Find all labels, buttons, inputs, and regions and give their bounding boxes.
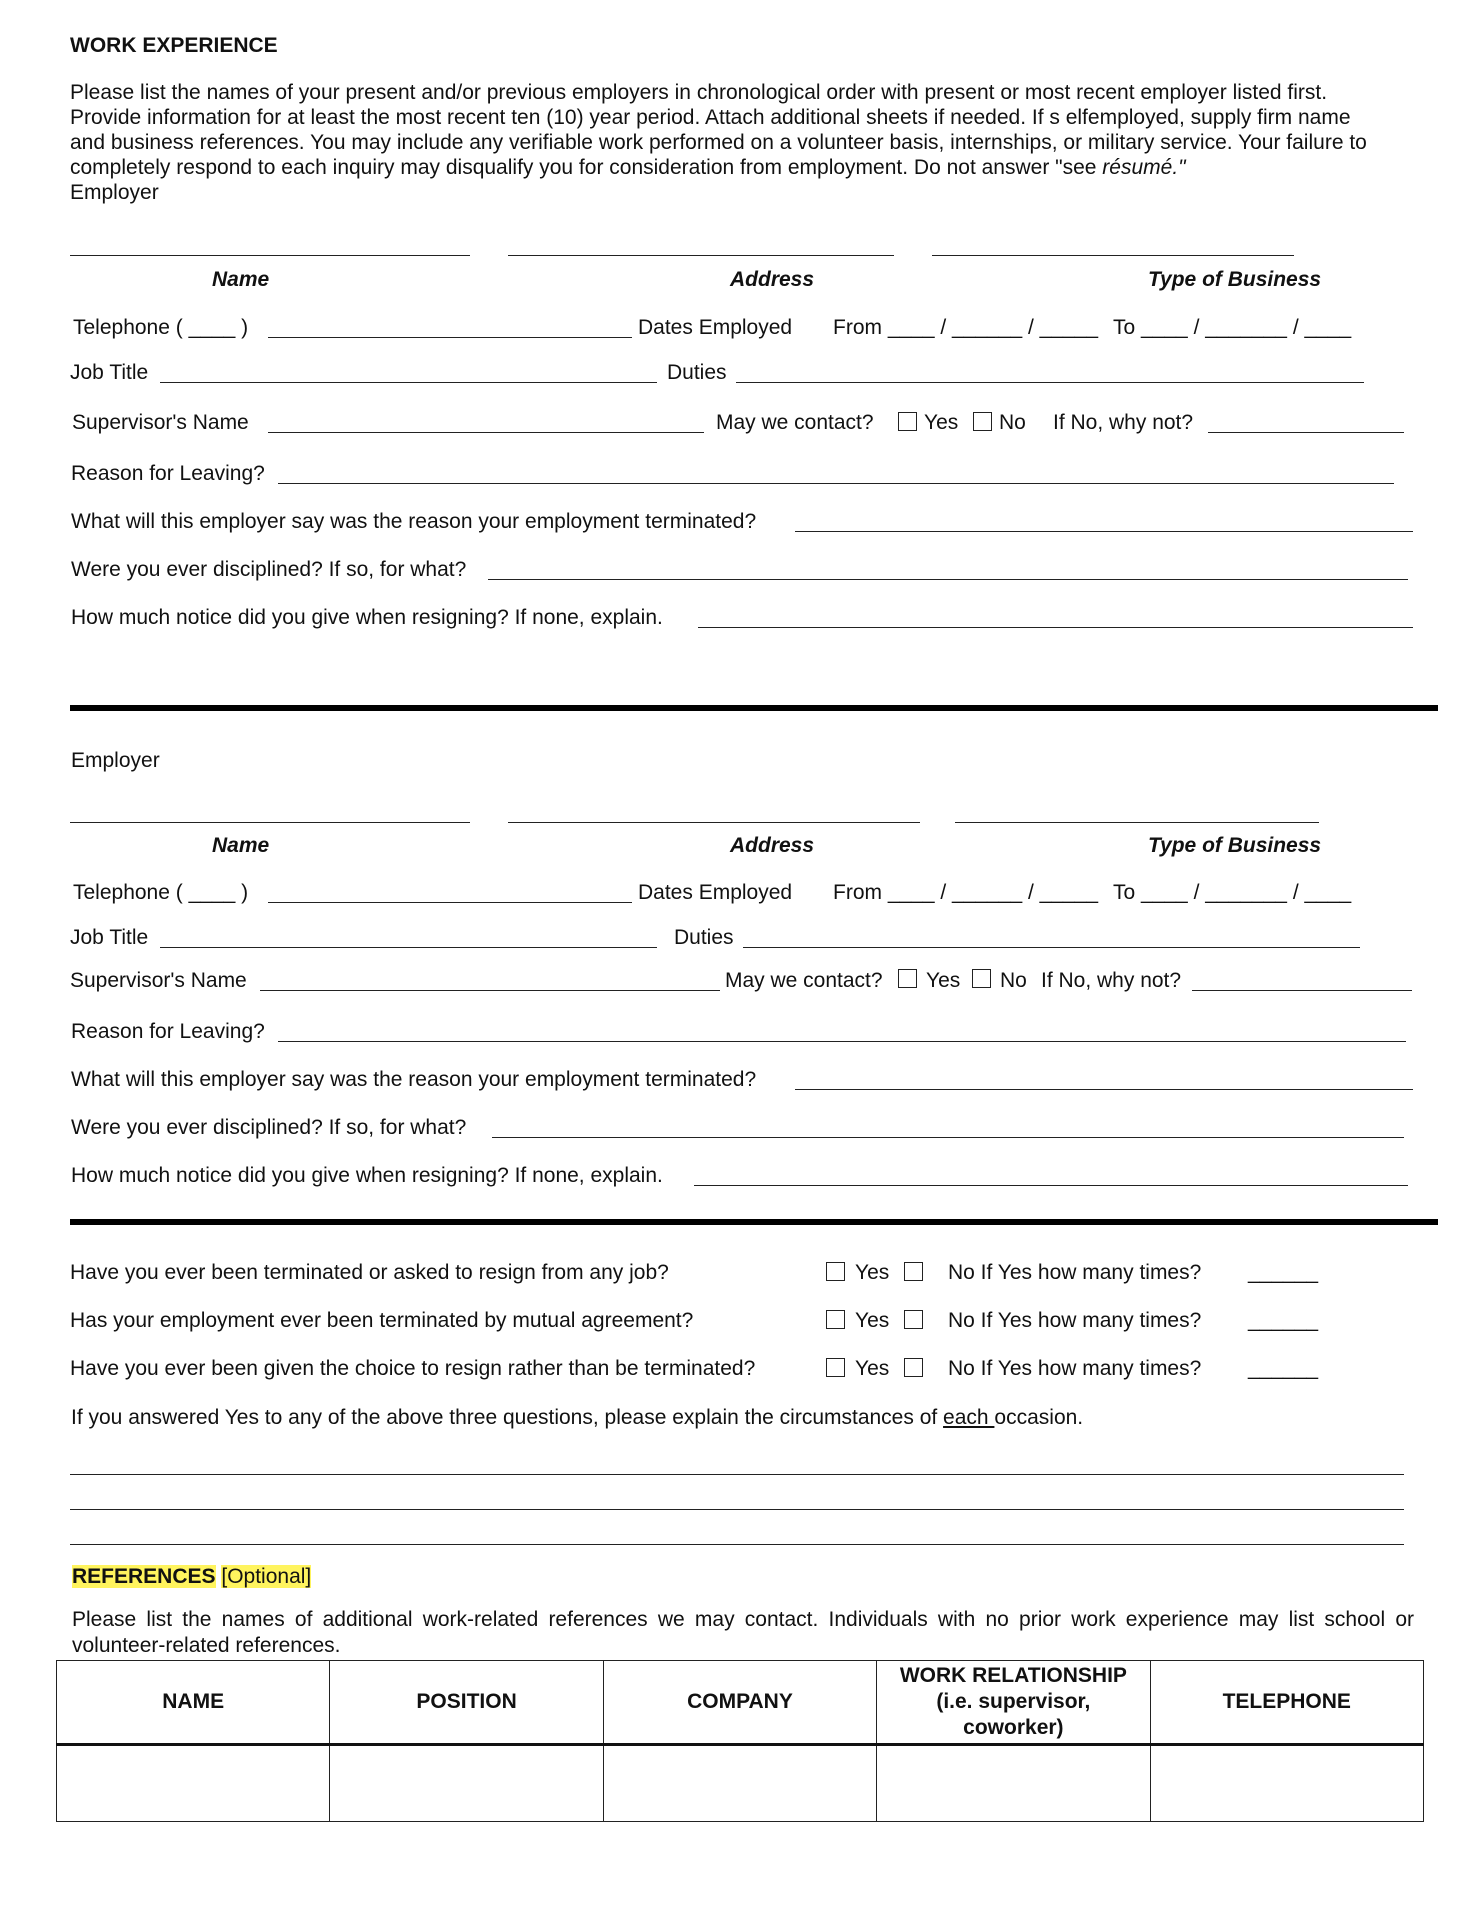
question3-no-checkbox[interactable] <box>904 1358 923 1377</box>
how-many-label: No If Yes how many times? <box>948 1261 1202 1284</box>
may-contact-label: May we contact? <box>716 411 874 434</box>
question3-count-field[interactable]: ______ <box>1248 1357 1319 1380</box>
employer1-address-field[interactable] <box>508 255 894 256</box>
yes-label: Yes <box>855 1261 890 1284</box>
employer1-contact-yes-checkbox[interactable] <box>898 412 917 431</box>
question-text: Have you ever been terminated or asked to resign from any job? <box>70 1261 669 1284</box>
employer2-business-type-field[interactable] <box>955 822 1319 823</box>
job-title-label: Job Title <box>70 361 149 384</box>
no-label: No <box>999 411 1026 434</box>
dates-employed-label: Dates Employed <box>638 316 793 339</box>
address-caption: Address <box>730 268 815 291</box>
instructions-line <box>70 155 1430 180</box>
reason-leaving-label: Reason for Leaving? <box>71 462 265 485</box>
employer-say-label: What will this employer say was the reason your employment terminated? <box>71 510 757 533</box>
section-title: WORK EXPERIENCE <box>70 34 278 57</box>
column-header-work-relationship: WORK RELATIONSHIP (i.e. supervisor, coworker) <box>877 1661 1150 1745</box>
employer1-disciplined-field[interactable] <box>488 579 1408 580</box>
references-table <box>56 1660 1424 1822</box>
employer1-from-date-field[interactable]: From ____ / ______ / _____ <box>833 316 1099 339</box>
employer2-termination-reason-field[interactable] <box>795 1089 1413 1090</box>
disciplined-label: Were you ever disciplined? If so, for what? <box>71 1116 467 1139</box>
question1-count-field[interactable]: ______ <box>1248 1261 1319 1284</box>
employer1-job-title-field[interactable] <box>160 382 657 383</box>
question3-yes-checkbox[interactable] <box>826 1358 845 1377</box>
instructions-line: and business references. You may include any verifiable work performed on a volunteer basis, internships, or military service. Your failure to <box>70 131 1367 154</box>
name-caption: Name <box>212 268 270 291</box>
employer1-notice-field[interactable] <box>698 627 1413 628</box>
employer1-business-type-field[interactable] <box>932 255 1294 256</box>
explanation-line-1[interactable] <box>70 1474 1404 1475</box>
explanation-line-2[interactable] <box>70 1509 1404 1510</box>
dates-employed-label: Dates Employed <box>638 881 793 904</box>
section-divider <box>70 1219 1438 1225</box>
question2-yes-checkbox[interactable] <box>826 1310 845 1329</box>
telephone-label: Telephone ( ____ ) <box>73 881 249 904</box>
explanation-line-3[interactable] <box>70 1544 1404 1545</box>
how-many-label: No If Yes how many times? <box>948 1309 1202 1332</box>
employer2-address-field[interactable] <box>508 822 920 823</box>
employer2-name-field[interactable] <box>70 822 470 823</box>
employer1-name-field[interactable] <box>70 255 470 256</box>
job-title-label: Job Title <box>70 926 149 949</box>
employer2-to-date-field[interactable]: To ____ / _______ / ____ <box>1113 881 1352 904</box>
employer2-disciplined-field[interactable] <box>492 1137 1404 1138</box>
each-underlined: each <box>943 1406 995 1429</box>
address-caption: Address <box>730 834 815 857</box>
employer1-why-not-field[interactable] <box>1208 432 1404 433</box>
employer2-contact-no-checkbox[interactable] <box>972 969 991 988</box>
if-no-label: If No, why not? <box>1041 969 1182 992</box>
notice-label: How much notice did you give when resigning? If none, explain. <box>71 606 663 629</box>
reason-leaving-label: Reason for Leaving? <box>71 1020 265 1043</box>
may-contact-label: May we contact? <box>725 969 883 992</box>
employer2-why-not-field[interactable] <box>1192 990 1412 991</box>
employer2-job-title-field[interactable] <box>160 947 657 948</box>
employer2-reason-leaving-field[interactable] <box>278 1041 1406 1042</box>
references-title: REFERENCES <box>72 1565 216 1588</box>
employer1-supervisor-field[interactable] <box>268 432 704 433</box>
employer2-contact-yes-checkbox[interactable] <box>898 969 917 988</box>
disciplined-label: Were you ever disciplined? If so, for what? <box>71 558 467 581</box>
employer-label: Employer <box>70 181 159 204</box>
type-of-business-caption: Type of Business <box>1148 268 1322 291</box>
column-header-name: NAME <box>57 1661 330 1745</box>
employer-say-label: What will this employer say was the reason your employment terminated? <box>71 1068 757 1091</box>
section-divider <box>70 705 1438 711</box>
no-label: No <box>1000 969 1027 992</box>
employer2-notice-field[interactable] <box>694 1185 1408 1186</box>
if-no-label: If No, why not? <box>1053 411 1194 434</box>
instructions-line: Provide information for at least the most recent ten (10) year period. Attach additional sheets if needed. If s elfemployed, supply firm name <box>70 106 1351 129</box>
supervisor-label: Supervisor's Name <box>72 411 249 434</box>
telephone-label: Telephone ( ____ ) <box>73 316 249 339</box>
employer1-telephone-field[interactable] <box>268 337 632 338</box>
references-heading <box>72 1565 311 1589</box>
instructions-line: Please list the names of your present and/or previous employers in chronological order with present or most recent employer listed first. <box>70 81 1328 104</box>
employer1-reason-leaving-field[interactable] <box>278 483 1394 484</box>
question-text: Has your employment ever been terminated by mutual agreement? <box>70 1309 694 1332</box>
instructions-text: completely respond to each inquiry may disqualify you for consideration from employment. Do not answer "see <box>70 156 1103 179</box>
instructions <box>70 80 1430 205</box>
resume-italic: résumé." <box>1102 156 1186 179</box>
employer1-contact-no-checkbox[interactable] <box>973 412 992 431</box>
reference-name-cell[interactable] <box>57 1745 330 1822</box>
yes-label: Yes <box>926 969 961 992</box>
employer1-to-date-field[interactable]: To ____ / _______ / ____ <box>1113 316 1352 339</box>
name-caption: Name <box>212 834 270 857</box>
employer2-supervisor-field[interactable] <box>260 990 720 991</box>
explain-text: If you answered Yes to any of the above three questions, please explain the circumstances of <box>71 1406 944 1429</box>
how-many-label: No If Yes how many times? <box>948 1357 1202 1380</box>
optional-label: [Optional] <box>221 1565 312 1588</box>
question-text: Have you ever been given the choice to resign rather than be terminated? <box>70 1357 756 1380</box>
question1-no-checkbox[interactable] <box>904 1262 923 1281</box>
notice-label: How much notice did you give when resigning? If none, explain. <box>71 1164 663 1187</box>
reference-position-cell[interactable] <box>330 1745 603 1822</box>
yes-label: Yes <box>855 1309 890 1332</box>
column-header-telephone: TELEPHONE <box>1150 1661 1423 1745</box>
column-header-position: POSITION <box>330 1661 603 1745</box>
question1-yes-checkbox[interactable] <box>826 1262 845 1281</box>
reference-telephone-cell[interactable] <box>1150 1745 1423 1822</box>
yes-label: Yes <box>924 411 959 434</box>
question2-count-field[interactable]: ______ <box>1248 1309 1319 1332</box>
reference-company-cell[interactable] <box>603 1745 876 1822</box>
yes-label: Yes <box>855 1357 890 1380</box>
explain-text: occasion. <box>994 1406 1084 1429</box>
employer2-duties-field[interactable] <box>743 947 1360 948</box>
references-intro: Please list the names of additional work-related references we may contact. Individuals with no prior work experience may list school or volunteer-related references. <box>72 1608 1414 1657</box>
duties-label: Duties <box>674 926 734 949</box>
type-of-business-caption: Type of Business <box>1148 834 1322 857</box>
employer1-duties-field[interactable] <box>736 382 1364 383</box>
employer2-telephone-field[interactable] <box>268 902 632 903</box>
explain-label <box>71 1406 1083 1430</box>
duties-label: Duties <box>667 361 727 384</box>
employer-label: Employer <box>71 749 160 772</box>
reference-relationship-cell[interactable] <box>877 1745 1150 1822</box>
table-row <box>57 1745 1424 1822</box>
table-header-row <box>57 1661 1424 1745</box>
employer1-termination-reason-field[interactable] <box>795 531 1413 532</box>
employer2-from-date-field[interactable]: From ____ / ______ / _____ <box>833 881 1099 904</box>
question2-no-checkbox[interactable] <box>904 1310 923 1329</box>
supervisor-label: Supervisor's Name <box>70 969 247 992</box>
column-header-company: COMPANY <box>603 1661 876 1745</box>
